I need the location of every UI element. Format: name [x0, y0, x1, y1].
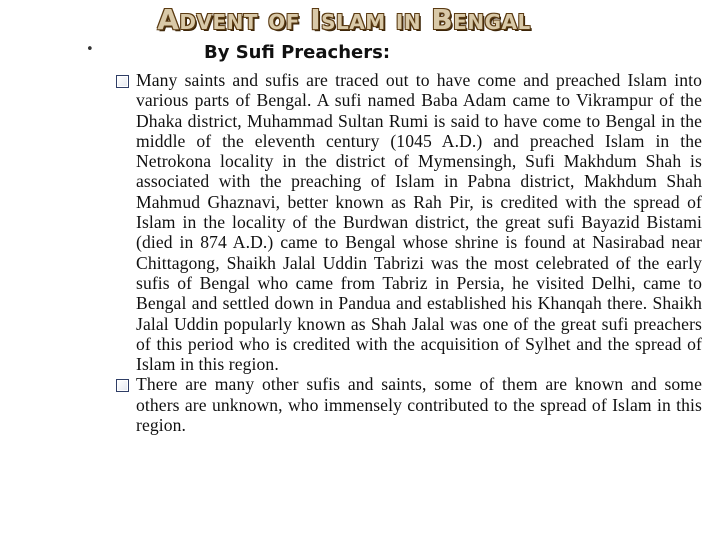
slide-title-text: Advent of Islam in Bengal: [157, 3, 531, 36]
subheading: By Sufi Preachers:: [204, 42, 391, 63]
list-item: [116, 70, 702, 374]
checkbox-bullet-icon: [116, 75, 129, 88]
top-level-bullet: •: [86, 42, 94, 57]
list-item-text: There are many other sufis and saints, some of them are known and some others are unknown, who immensely contributed to the spread of Islam in this region.: [136, 374, 702, 436]
checkbox-bullet-icon: [116, 379, 129, 392]
bullet-list: [116, 70, 702, 435]
list-item-text: Many saints and sufis are traced out to have come and preached Islam into various parts of Bengal. A sufi named Baba Adam came to Vikrampur of the Dhaka district, Muhammad Sultan Rumi is said to have come to Bengal in the middle of the eleventh century (1045 A.D.) and preached Islam in the Netrokona locality in the district of Mymensingh, Sufi Makhdum Shah is associated with the preaching of Islam in Pabna district, Makhdum Shah Mahmud Ghaznavi, better known as Rah Pir, is credited with the spread of Islam in the locality of the Burdwan district, the great sufi Bayazid Bistami (died in 874 A.D.) came to Bengal whose shrine is found at Nasirabad near Chittagong, Shaikh Jalal Uddin Tabrizi was the most celebrated of the early sufis of Bengal who came from Tabriz in Persia, he visited Delhi, came to Bengal and settled down in Pandua and established his Khanqah there. Shaikh Jalal Uddin popularly known as Shah Jalal was one of the great sufi preachers of this period who is credited with the acquisition of Sylhet and the spread of Islam in this region.: [136, 70, 702, 375]
slide-title: [0, 0, 728, 42]
list-item: [116, 374, 702, 435]
